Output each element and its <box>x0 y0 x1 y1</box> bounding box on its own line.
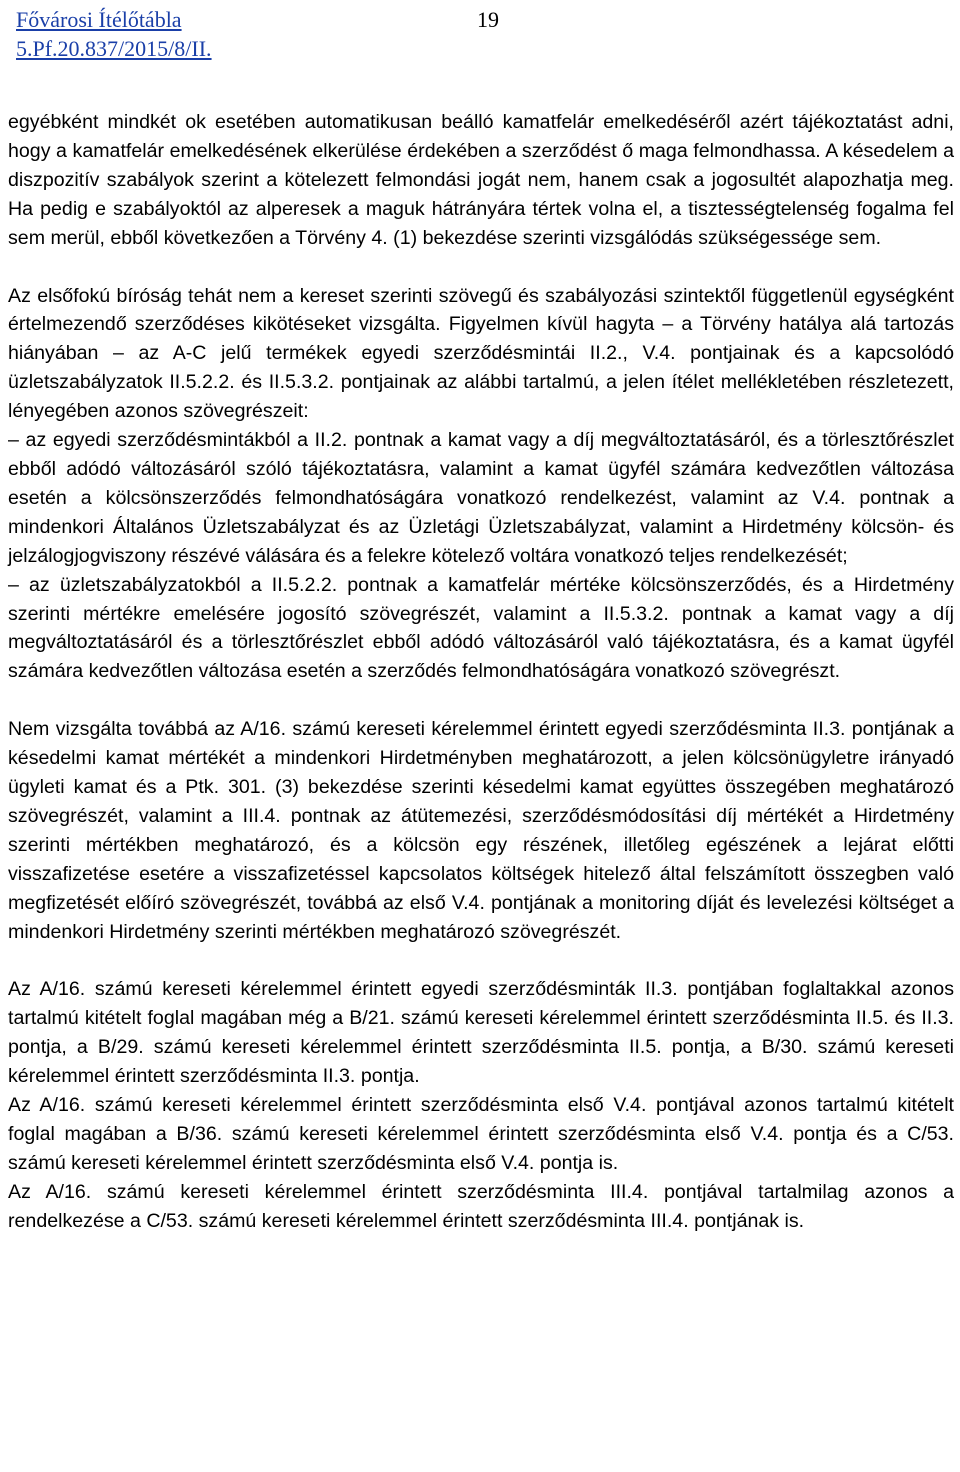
list-item: – az üzletszabályzatokból a II.5.2.2. pontnak a kamatfelár mértéke kölcsönszerződés, és a Hirdetmény szerinti mértékre emelésére jogosító szövegrészét, valamint a II.5.3.2. pontnak a kamat vagy a díj megváltoztatásáról és a törlesztőrészlet ebből adódó változásáról való tájékoztatásra, és a kamat ügyfél számára kedvezőtlen változása esetén a szerződés felmondhatóságára vonatkozó szövegrészt. <box>8 573 954 683</box>
paragraph: Az A/16. számú kereseti kérelemmel érintett szerződésminta III.4. pontjával tartalmilag azonos a rendelkezése a C/53. számú kereseti kérelemmel érintett szerződésminta III.4. pontjának is. <box>8 1180 954 1232</box>
header-court-name: Fővárosi Ítélőtábla <box>16 7 182 32</box>
header-case-number: 5.Pf.20.837/2015/8/II. <box>16 36 212 61</box>
paragraph: Az elsőfokú bíróság tehát nem a kereset szerinti szövegű és szabályozási szintektől függetlenül egységként értelmezendő szerződéses kikötéseket vizsgálta. Figyelmen kívül hagyta – a Törvény hatálya alá tartozás hiányában – az A-C jelű termékek egyedi szerződésmintái II.2., V.4. pontjainak és a kapcsolódó üzletszabályzatok II.5.2.2. és II.5.3.2. pontjainak az alábbi tartalmú, a jelen ítélet mellékletében részletezett, lényegében azonos szövegrészeit: <box>8 284 954 423</box>
paragraph: Nem vizsgálta továbbá az A/16. számú kereseti kérelemmel érintett egyedi szerződésminta II.3. pontjának a késedelmi kamat mértékét a mindenkori Hirdetményben meghatározott, a jelen kölcsönügyletre irányadó ügyleti kamat és a Ptk. 301. (3) bekezdése szerinti késedelmi kamat együttes összegében meghatározó szövegrészét, valamint a III.4. pontnak az átütemezési, szerződésmódosítási díj mértékét a Hirdetmény szerinti mértékben meghatározó, és a kölcsön egy részének, illetőleg egészének a lejárat előtti visszafizetése esetére a visszafizetéssel kapcsolatos költségek hitelező által felszámított összegben való megfizetését előíró szövegrészét, továbbá az első V.4. pontjának a monitoring díját és levelezési költséget a mindenkori Hirdetmény szerinti mértékben meghatározó szövegrészét. <box>8 718 954 943</box>
document-body <box>8 108 954 1236</box>
page-number: 19 <box>477 7 499 32</box>
paragraph: egyébként mindkét ok esetében automatikusan beálló kamatfelár emelkedéséről azért tájékoztatást adni, hogy a kamatfelár emelkedésének elkerülése érdekében a szerződést ő maga felmondhassa. A késedelem a diszpozitív szabályok szerint a kötelezett felmondási jogát nem, hanem csak a jogosultét alapozhatja meg. Ha pedig e szabályoktól az alperesek a maguk hátrányára tértek volna el, a tisztességtelenség fogalma fel sem merül, ebből következően a Törvény 4. (1) bekezdése szerinti vizsgálódás szükségessége sem. <box>8 111 954 249</box>
list-item: – az egyedi szerződésmintákból a II.2. pontnak a kamat vagy a díj megváltoztatásáról, és a törlesztőrészlet ebből adódó változásáról szóló tájékoztatásra, valamint a kamat ügyfél számára kedvezőtlen változása esetén a kölcsönszerződés felmondhatóságára vonatkozó rendelkezést, valamint az V.4. pontnak a mindenkori Általános Üzletszabályzat és az Üzletági Üzletszabályzat, valamint a Hirdetmény kölcsön- és jelzálogjogviszony részévé válására és a felekre kötelező voltára vonatkozó teljes rendelkezését; <box>8 429 954 567</box>
paragraph: Az A/16. számú kereseti kérelemmel érintett egyedi szerződésminták II.3. pontjában foglaltakkal azonos tartalmú kitételt foglal magában még a B/21. számú kereseti kérelemmel érintett szerződésminta II.5. és II.3. pontja, a B/29. számú kereseti kérelemmel érintett szerződésminta II.5. pontja, a B/30. számú kereseti kérelemmel érintett szerződésminta II.3. pontja. <box>8 978 954 1088</box>
paragraph: Az A/16. számú kereseti kérelemmel érintett szerződésminta első V.4. pontjával azonos tartalmú kitételt foglal magában a B/36. számú kereseti kérelemmel érintett szerződésminta első V.4. pontja és a C/53. számú kereseti kérelemmel érintett szerződésminta első V.4. pontja is. <box>8 1094 954 1174</box>
